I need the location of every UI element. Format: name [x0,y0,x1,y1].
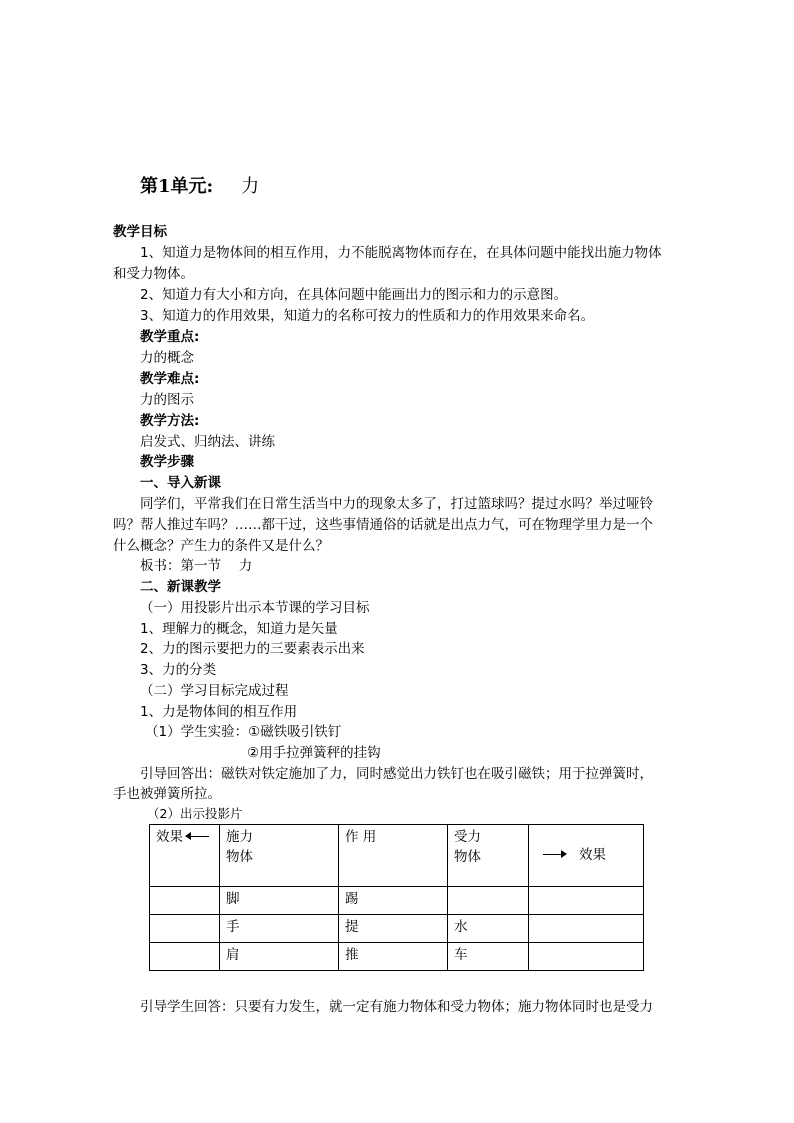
steps-heading: 教学步骤 [140,454,194,470]
objective-2: 2、知道力有大小和方向，在具体问题中能画出力的图示和力的示意图。 [140,287,568,303]
header-effect-left [150,825,220,887]
cell-receiving: 水 [448,915,529,943]
table-row [150,943,644,971]
unit-title [140,172,259,198]
row-effect-left [150,915,220,943]
cell-exerting: 肩 [220,943,339,971]
header-receiving-line-1: 受力 [454,829,481,845]
guide-2: 引导学生回答：只要有力发生，就一定有施力物体和受力物体；施力物体同时也是受力 [140,999,653,1015]
goal-1: 1、理解力的概念，知道力是矢量 [140,621,338,637]
intro-line-1: 同学们，平常我们在日常生活当中力的现象太多了，打过篮球吗？提过水吗？举过哑铃 [140,496,653,512]
difficulties: 力的图示 [140,392,194,408]
experiment-1: （1）学生实验：①磁铁吸引铁钉 [145,724,342,740]
methods-heading: 教学方法: [140,413,200,429]
guide-1-line-b: 手也被弹簧所拉。 [113,786,221,802]
objective-1-line-a: 1、知道力是物体间的相互作用，力不能脱离物体而存在，在具体问题中能找出施力物体 [140,245,662,261]
cell-exerting: 手 [220,915,339,943]
table-row [150,887,644,915]
header-effect-right [529,825,644,887]
objectives-heading: 教学目标 [113,224,167,240]
header-receiving [448,825,529,887]
force-table [149,824,644,971]
section-1-heading: 一、导入新课 [140,475,221,491]
header-exerting-line-2: 物体 [226,849,253,865]
goal-3: 3、力的分类 [140,662,217,678]
sub-heading-2: （二）学习目标完成过程 [140,683,289,699]
cell-action: 推 [339,943,448,971]
experiment-2: ②用手拉弹簧秤的挂钩 [247,745,381,761]
table-header-row [150,825,644,887]
header-exerting-line-1: 施力 [226,829,253,845]
goal-2: 2、力的图示要把力的三要素表示出来 [140,641,365,657]
key-points-heading: 教学重点: [140,329,200,345]
arrow-left-icon [185,831,209,841]
header-effect-right-text: 效果 [579,847,606,863]
point-1: 1、力是物体间的相互作用 [140,704,298,720]
cell-receiving [448,887,529,915]
row-effect-right [529,887,644,915]
intro-line-2: 吗？帮人推过车吗？……都干过，这些事情通俗的话就是出点力气，可在物理学里力是一个 [113,517,653,533]
sub-heading-1: （一）用投影片出示本节课的学习目标 [140,600,370,616]
row-effect-right [529,943,644,971]
board-note: 板书：第一节 力 [140,558,253,574]
section-2-heading: 二、新课教学 [140,579,221,595]
objective-3: 3、知道力的作用效果，知道力的名称可按力的性质和力的作用效果来命名。 [140,308,595,324]
row-effect-left [150,943,220,971]
intro-line-3: 什么概念？产生力的条件又是什么？ [113,538,329,554]
header-exerting [220,825,339,887]
unit-label: 第1单元: [140,176,214,197]
table-row [150,915,644,943]
projection-label: （2）出示投影片 [147,806,243,821]
cell-action: 提 [339,915,448,943]
objective-1-line-b: 和受力物体。 [113,266,194,282]
key-points: 力的概念 [140,350,194,366]
unit-name: 力 [241,176,260,197]
guide-1-line-a: 引导回答出：磁铁对铁定施加了力，同时感觉出力铁钉也在吸引磁铁；用于拉弹簧时， [140,766,653,782]
header-receiving-line-2: 物体 [454,849,481,865]
cell-receiving: 车 [448,943,529,971]
row-effect-left [150,887,220,915]
header-action: 作 用 [339,825,448,887]
difficulties-heading: 教学难点: [140,371,200,387]
cell-action: 踢 [339,887,448,915]
row-effect-right [529,915,644,943]
methods: 启发式、归纳法、讲练 [140,434,275,450]
arrow-right-icon [543,849,567,859]
header-effect-left-text: 效果 [156,829,183,845]
cell-exerting: 脚 [220,887,339,915]
